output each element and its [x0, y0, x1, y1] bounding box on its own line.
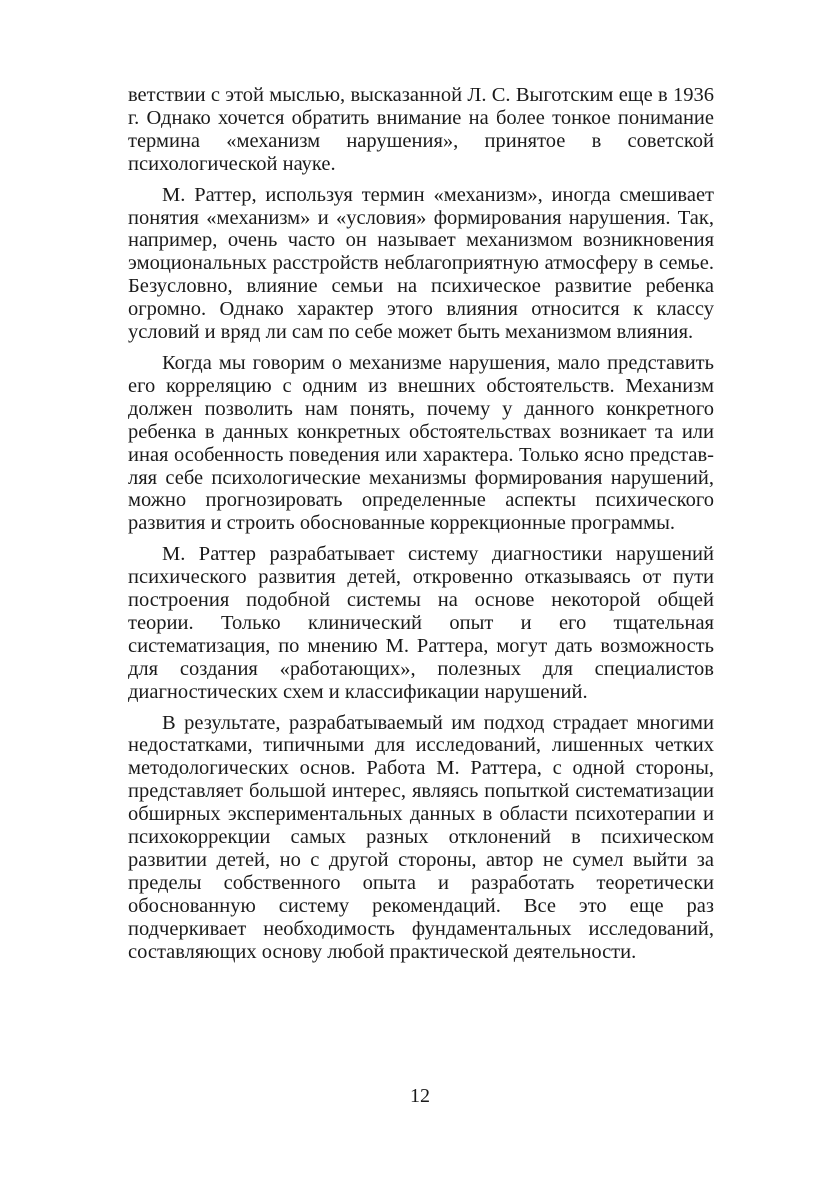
paragraph-conclusion: В результате, разрабатываемый им подход страдает многими недостатками, типичными для исследований, лишенных четких методологических основ. Работа М. Раттера, с одной стороны, представляет большой интерес, являясь попыткой систематизации обширных экспериментальных данных в области психотерапии и психокоррекции самых разных отклонений в психическом развитии детей, но с другой стороны, автор не сумел выйти за пределы собственного опыта и разработать теоретически обоснованную систему рекомендаций. Все это еще раз подчеркивает необходимость фундаментальных исследований, составляющих основу любой практической деятельности.	[128, 711, 714, 963]
paragraph-mechanism-correlation: Когда мы говорим о механизме нарушения, мало представить его корреляцию с одним из внешних обстоятельств. Механизм должен позволить нам понять, почему у данного конкретного ребенка в данных конкретных обстоятельствах возникает та или иная особенность поведения или характера. Только ясно представляя себе психологические механизмы формирования нарушений, можно прогнозировать определенные аспекты психического развития и строить обоснованные коррекционные программы.	[128, 351, 714, 535]
paragraph-rutter-diagnostics: М. Раттер разрабатывает систему диагностики нарушений психического развития детей, откровенно отказываясь от пути построения подобной системы на основе некоторой общей теории. Только клинический опыт и его тщательная систематизация, по мнению М. Раттера, могут дать возможность для создания «работающих», полезных для специалистов диагностических схем и классификации нарушений.	[128, 543, 714, 703]
paragraph-continuation: ветствии с этой мыслью, высказанной Л. С. Выготским еще в 1936 г. Однако хочется обратить внимание на более тонкое понимание термина «механизм нарушения», принятое в советской психологической науке.	[128, 84, 714, 175]
page-body	[128, 84, 714, 972]
page-number: 12	[410, 1085, 430, 1107]
paragraph-rutter-mechanism-term: М. Раттер, используя термин «механизм», иногда смешивает понятия «механизм» и «условия» формирования нарушения. Так, например, очень часто он называет механизмом возникновения эмоциональных расстройств неблагоприятную атмосферу в семье. Безусловно, влияние семьи на психическое развитие ребенка огромно. Однако характер этого влияния относится к классу условий и вряд ли сам по себе может быть механизмом влияния.	[128, 183, 714, 344]
